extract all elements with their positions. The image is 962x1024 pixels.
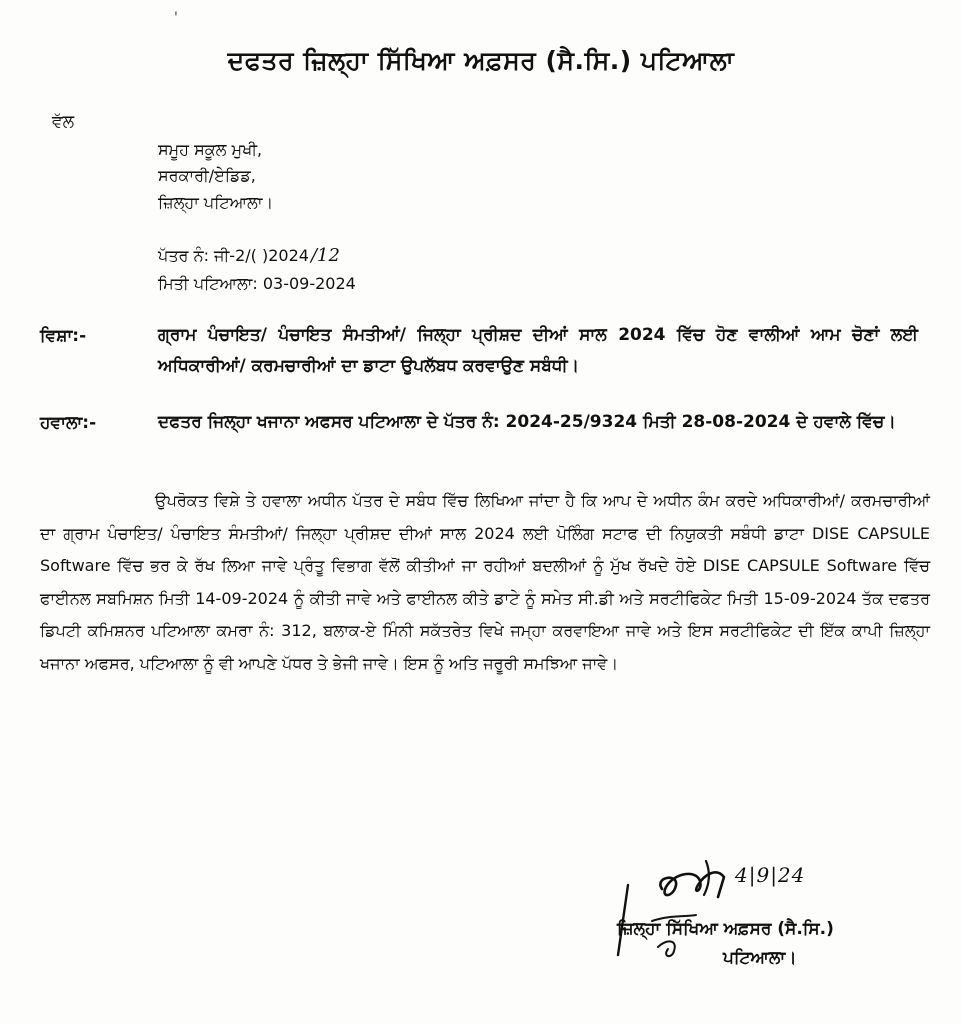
signatory-place: ਪਟਿਆਲਾ। <box>723 948 797 968</box>
recipient-line-2: ਸਰਕਾਰੀ/ਏਡਿਡ, <box>158 166 256 185</box>
letter-date-value: 03-09-2024 <box>262 274 356 293</box>
recipient-line-3: ਜ਼ਿਲ੍ਹਾ ਪਟਿਆਲਾ। <box>158 193 274 212</box>
subject-label: ਵਿਸ਼ਾ:- <box>40 326 87 346</box>
letter-number-label: ਪੱਤਰ ਨੰ: <box>158 246 215 265</box>
office-header-title: ਦਫਤਰ ਜ਼ਿਲ੍ਹਾ ਸਿੱਖਿਆ ਅਫ਼ਸਰ (ਸੈ.ਸਿ.) ਪਟਿਆਲਾ <box>227 46 735 75</box>
signatory-designation: ਜ਼ਿਲ੍ਹਾ ਸਿੱਖਿਆ ਅਫ਼ਸਰ (ਸੈ.ਸਿ.) <box>617 919 834 939</box>
letter-date-label: ਮਿਤੀ ਪਟਿਆਲਾ: <box>158 274 263 293</box>
signature-block <box>600 855 950 975</box>
signature-handwritten-date: 4|9|24 <box>735 863 806 887</box>
letter-number-value: ਜੀ-2/( )2024 <box>214 246 309 265</box>
letter-date <box>158 274 356 294</box>
recipient-to-label: ਵੱਲ <box>52 112 75 132</box>
reference-label: ਹਵਾਲਾ:- <box>40 413 97 433</box>
recipient-line-1: ਸਮੂਹ ਸਕੂਲ ਮੁਖੀ, <box>158 140 263 159</box>
letter-number <box>158 245 340 266</box>
reference-text: ਦਫਤਰ ਜਿਲ੍ਹਾ ਖਜਾਨਾ ਅਫਸਰ ਪਟਿਆਲਾ ਦੇ ਪੱਤਰ ਨੰ: 2024-25/9324 ਮਿਤੀ 28-08-2024 ਦੇ ਹਵਾਲੇ ਵਿੱਚ। <box>158 412 896 432</box>
body-paragraph: ਉਪਰੋਕਤ ਵਿਸ਼ੇ ਤੇ ਹਵਾਲਾ ਅਧੀਨ ਪੱਤਰ ਦੇ ਸਬੰਧ ਵਿੱਚ ਲਿਖਿਆ ਜਾਂਦਾ ਹੈ ਕਿ ਆਪ ਦੇ ਅਧੀਨ ਕੰਮ ਕਰਦੇ ਅਧਿਕਾਰੀਆਂ/ ਕਰਮਚਾਰੀਆਂ ਦਾ ਗ੍ਰਾਮ ਪੰਚਾਇਤ/ ਪੰਚਾਇਤ ਸੰਮਤੀਆਂ/ ਜਿਲ੍ਹਾ ਪ੍ਰੀਸ਼ਦ ਦੀਆਂ ਸਾਲ 2024 ਲਈ ਪੋਲਿੰਗ ਸਟਾਫ ਦੀ ਨਿਯੁਕਤੀ ਸਬੰਧੀ ਡਾਟਾ DISE CAPSULE Software ਵਿੱਚ ਭਰ ਕੇ ਰੱਖ ਲਿਆ ਜਾਵੇ ਪ੍ਰੰਤੂ ਵਿਭਾਗ ਵੱਲੋਂ ਕੀਤੀਆਂ ਜਾ ਰਹੀਆਂ ਬਦਲੀਆਂ ਨੂੰ ਮੁੱਖ ਰੱਖਦੇ ਹੋਏ DISE CAPSULE Software ਵਿੱਚ ਫਾਈਨਲ ਸਬਮਿਸ਼ਨ ਮਿਤੀ 14-09-2024 ਨੂੰ ਕੀਤੀ ਜਾਵੇ ਅਤੇ ਫਾਈਨਲ ਕੀਤੇ ਡਾਟੇ ਨੂੰ ਸਮੇਤ ਸੀ.ਡੀ ਅਤੇ ਸਰਟੀਫਿਕੇਟ ਮਿਤੀ 15-09-2024 ਤੱਕ ਦਫਤਰ ਡਿਪਟੀ ਕਮਿਸ਼ਨਰ ਪਟਿਆਲਾ ਕਮਰਾ ਨੰ: 312, ਬਲਾਕ-ਏ ਮਿੰਨੀ ਸਕੱਤਰੇਤ ਵਿਖੇ ਜਮ੍ਹਾ ਕਰਵਾਇਆ ਜਾਵੇ ਅਤੇ ਇਸ ਸਰਟੀਫਿਕੇਟ ਦੀ ਇੱਕ ਕਾਪੀ ਜ਼ਿਲ੍ਹਾ ਖਜਾਨਾ ਅਫਸਰ, ਪਟਿਆਲਾ ਨੂੰ ਵੀ ਆਪਣੇ ਪੱਧਰ ਤੇ ਭੇਜੀ ਜਾਵੇ। ਇਸ ਨੂੰ ਅਤਿ ਜਰੂਰੀ ਸਮਝਿਆ ਜਾਵੇ। <box>40 491 930 673</box>
top-mark: ' <box>174 10 178 26</box>
letter-number-handwritten: /12 <box>310 245 340 266</box>
subject-text: ਗ੍ਰਾਮ ਪੰਚਾਇਤ/ ਪੰਚਾਇਤ ਸੰਮਤੀਆਂ/ ਜਿਲ੍ਹਾ ਪ੍ਰੀਸ਼ਦ ਦੀਆਂ ਸਾਲ 2024 ਵਿੱਚ ਹੋਣ ਵਾਲੀਆਂ ਆਮ ਚੋਣਾਂ ਲਈ ਅਧਿਕਾਰੀਆਂ/ ਕਰਮਚਾਰੀਆਂ ਦਾ ਡਾਟਾ ਉਪਲੱਬਧ ਕਰਵਾਉਣ ਸਬੰਧੀ। <box>158 325 918 376</box>
